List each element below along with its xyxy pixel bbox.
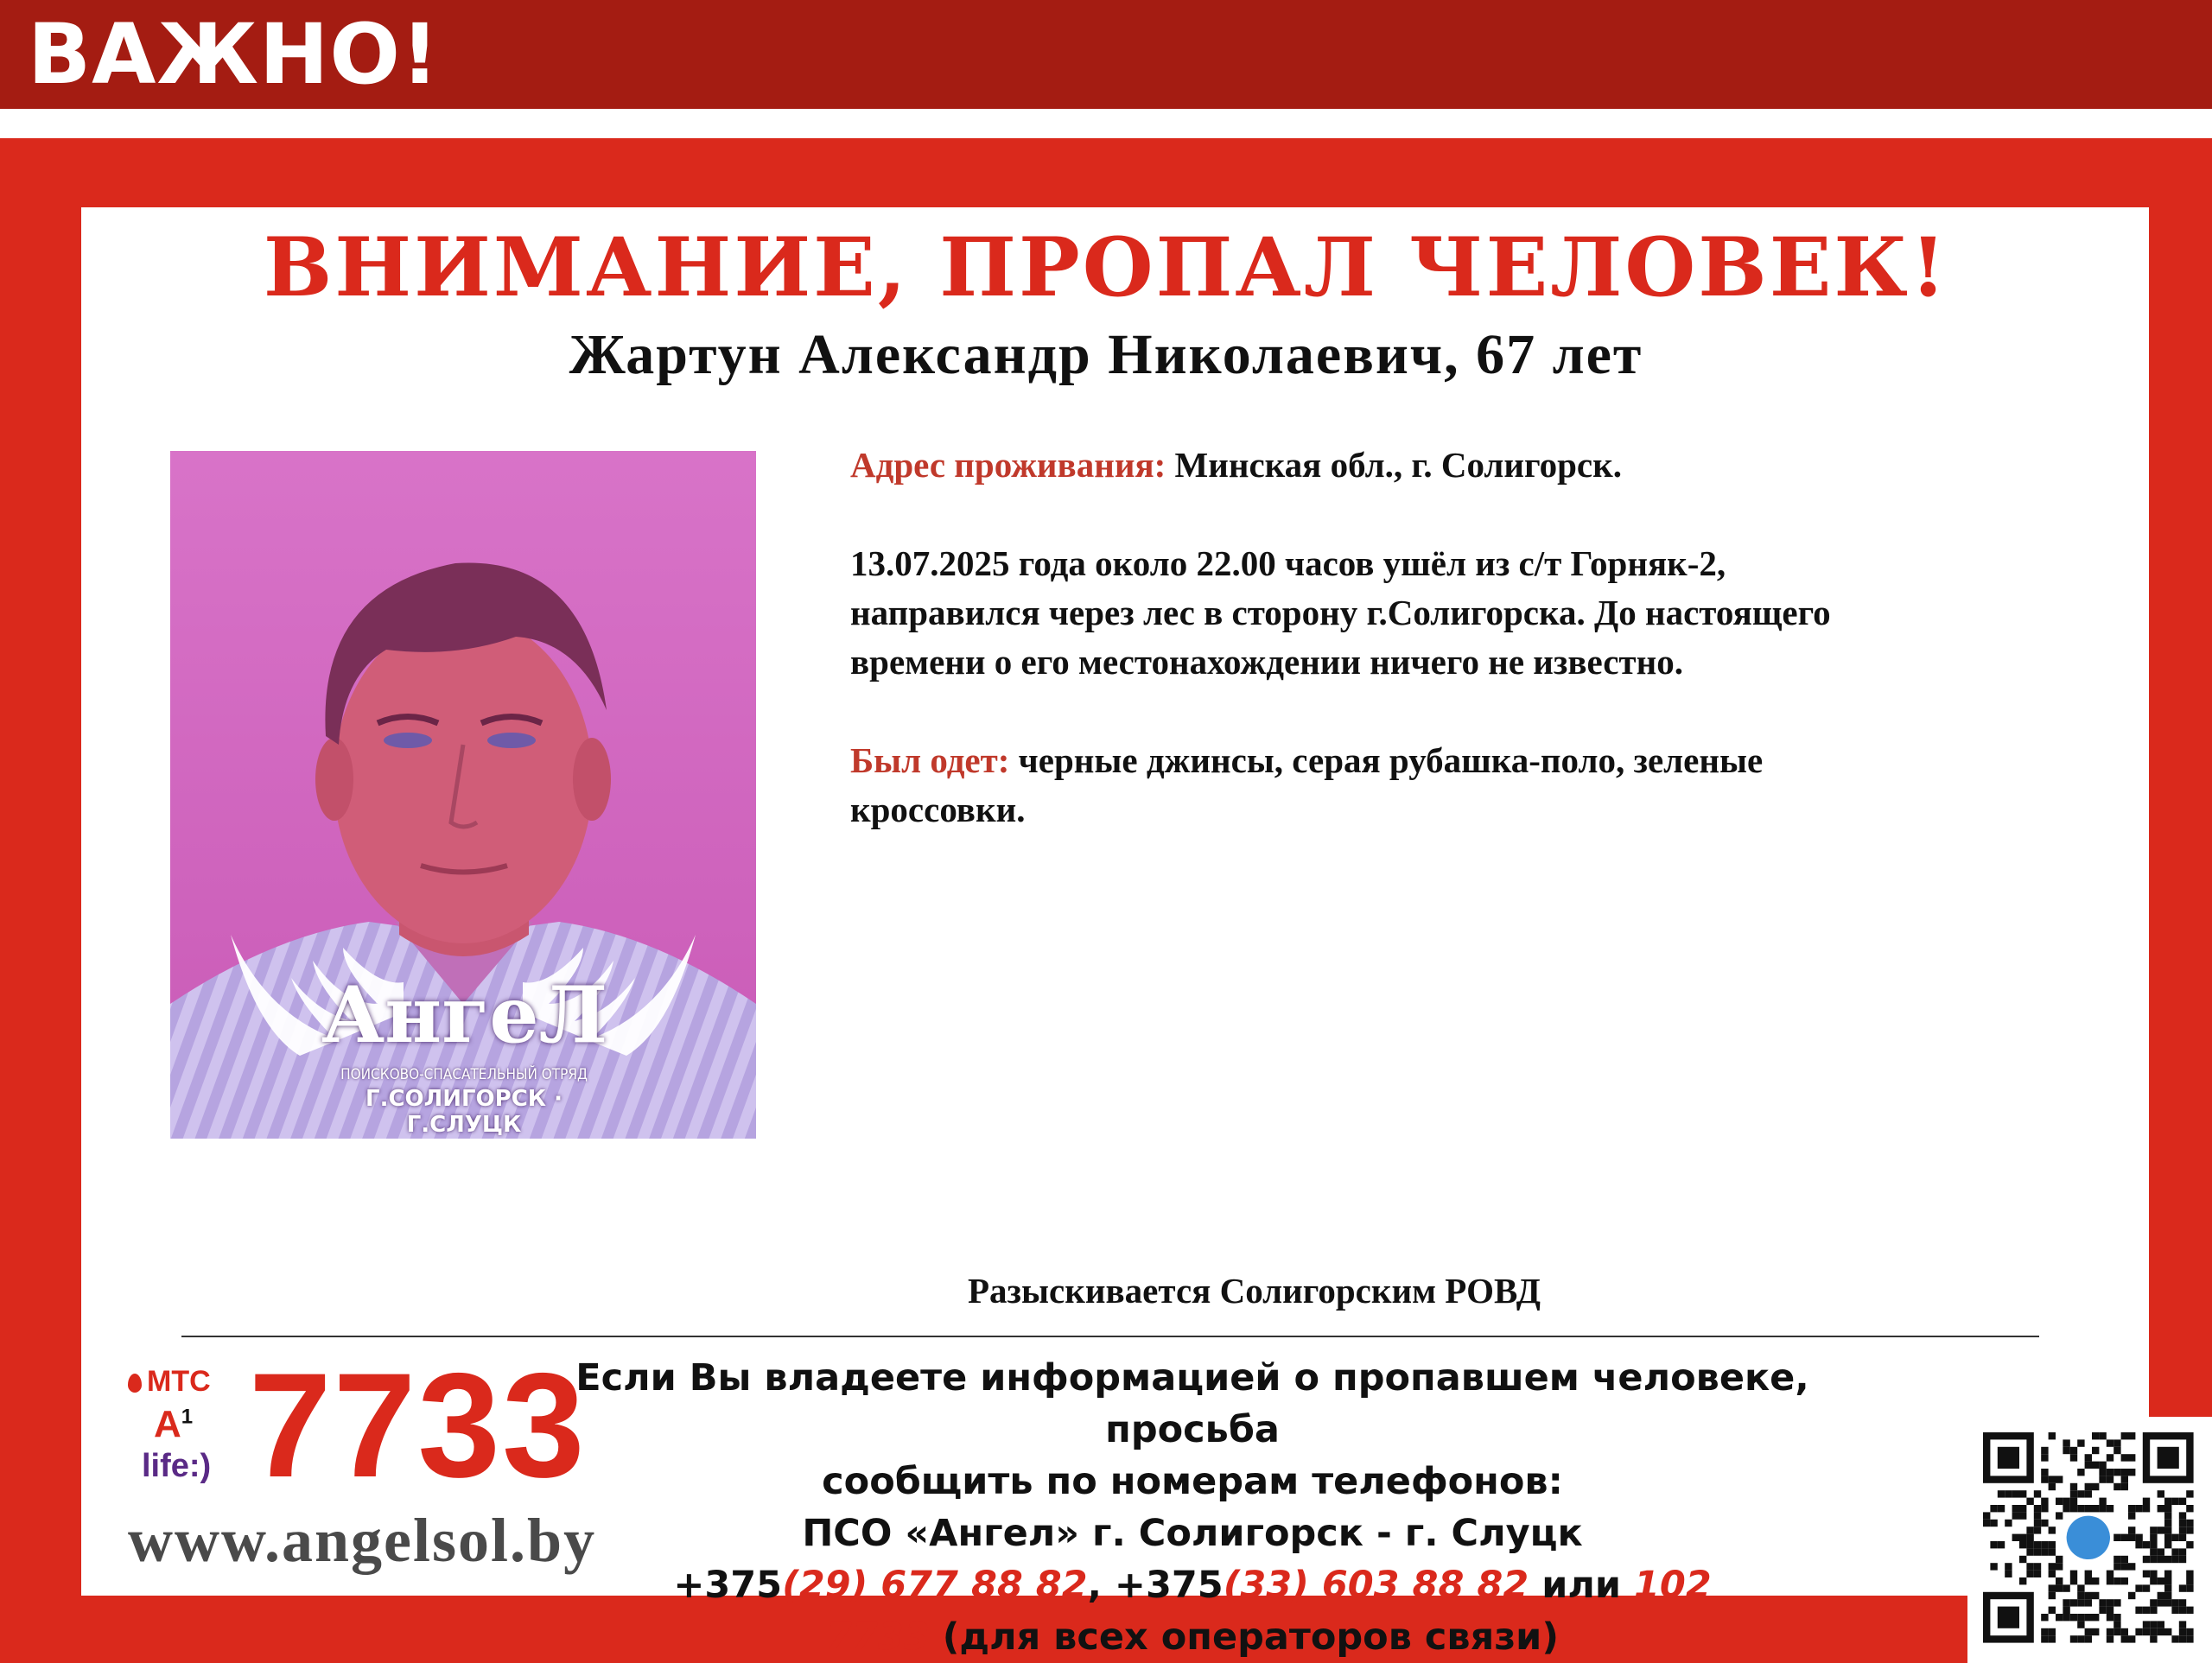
message-line-3: ПСО «Ангел» г. Солигорск - г. Слуцк [802, 1512, 1583, 1555]
phone3-number[interactable]: 102 [1633, 1564, 1712, 1607]
qr-code[interactable] [1967, 1417, 2212, 1663]
mts-logo: МТС [128, 1365, 211, 1399]
phone2-prefix: +375 [1114, 1564, 1224, 1607]
operator-logos [128, 1365, 249, 1495]
clothing-value-1: черные джинсы, серая рубашка-поло, зеленые [1018, 740, 1764, 780]
life-logo: life:) [142, 1448, 212, 1484]
logo-subtitle: ПОИСКОВО-СПАСАТЕЛЬНЫЙ ОТРЯД [340, 1066, 588, 1083]
phones-line: +375(29) 677 88 82, +375(33) 603 88 82 или 102 [673, 1564, 1712, 1607]
logo-cities: Г.СОЛИГОРСК · Г.СЛУЦК [365, 1086, 563, 1138]
short-number: 7733 [249, 1342, 587, 1508]
phone1-number[interactable]: (29) 677 88 82 [782, 1564, 1088, 1607]
circumstances-line-3: времени о его местонахождении ничего не известно. [850, 642, 1683, 682]
wanted-by: Разыскивается Солигорским РОВД [968, 1271, 1541, 1311]
message-line-2: сообщить по номерам телефонов: [822, 1460, 1563, 1503]
clothing-label: Был одет: [850, 740, 1010, 780]
address-line [850, 441, 2077, 490]
short-code-line [553, 1611, 1832, 1663]
divider [181, 1336, 2039, 1337]
qr-code-icon [1967, 1417, 2212, 1663]
a1-logo: $A^1$ [154, 1403, 194, 1445]
website-link[interactable]: www.angelsol.by [128, 1506, 597, 1575]
short-code[interactable]: 7733 [826, 1615, 930, 1659]
logo-title: АнгеЛ [321, 969, 608, 1061]
clothing-value-2: кроссовки. [850, 790, 1026, 829]
phone2-number[interactable]: (33) 603 88 82 [1223, 1564, 1529, 1607]
address-label: Адрес проживания: [850, 445, 1166, 485]
address-value: Минская обл., г. Солигорск. [1174, 445, 1622, 485]
missing-person-details [850, 441, 2077, 835]
headline: ВНИМАНИЕ, ПРОПАЛ ЧЕЛОВЕК! [263, 220, 1949, 315]
mts-egg-icon [128, 1374, 142, 1393]
person-name: Жартун Александр Николаевич, 67 лет [569, 323, 1643, 386]
phone1-prefix: +375 [673, 1564, 783, 1607]
person-photo [170, 451, 756, 1139]
short-code-note: (для всех операторов связи) [929, 1615, 1559, 1659]
clothing-line [850, 736, 2077, 785]
circumstances-line-2: направился через лес в сторону г.Солигорска. До настоящего [850, 593, 1831, 632]
circumstances-line-1: 13.07.2025 года около 22.00 часов ушёл из с/т Горняк-2, [850, 543, 1726, 583]
top-banner [0, 0, 2212, 109]
contact-message [553, 1352, 1832, 1663]
banner-label: ВАЖНО! [28, 6, 440, 103]
message-line-1: Если Вы владеете информацией о пропавшем человеке, просьба [575, 1356, 1809, 1451]
